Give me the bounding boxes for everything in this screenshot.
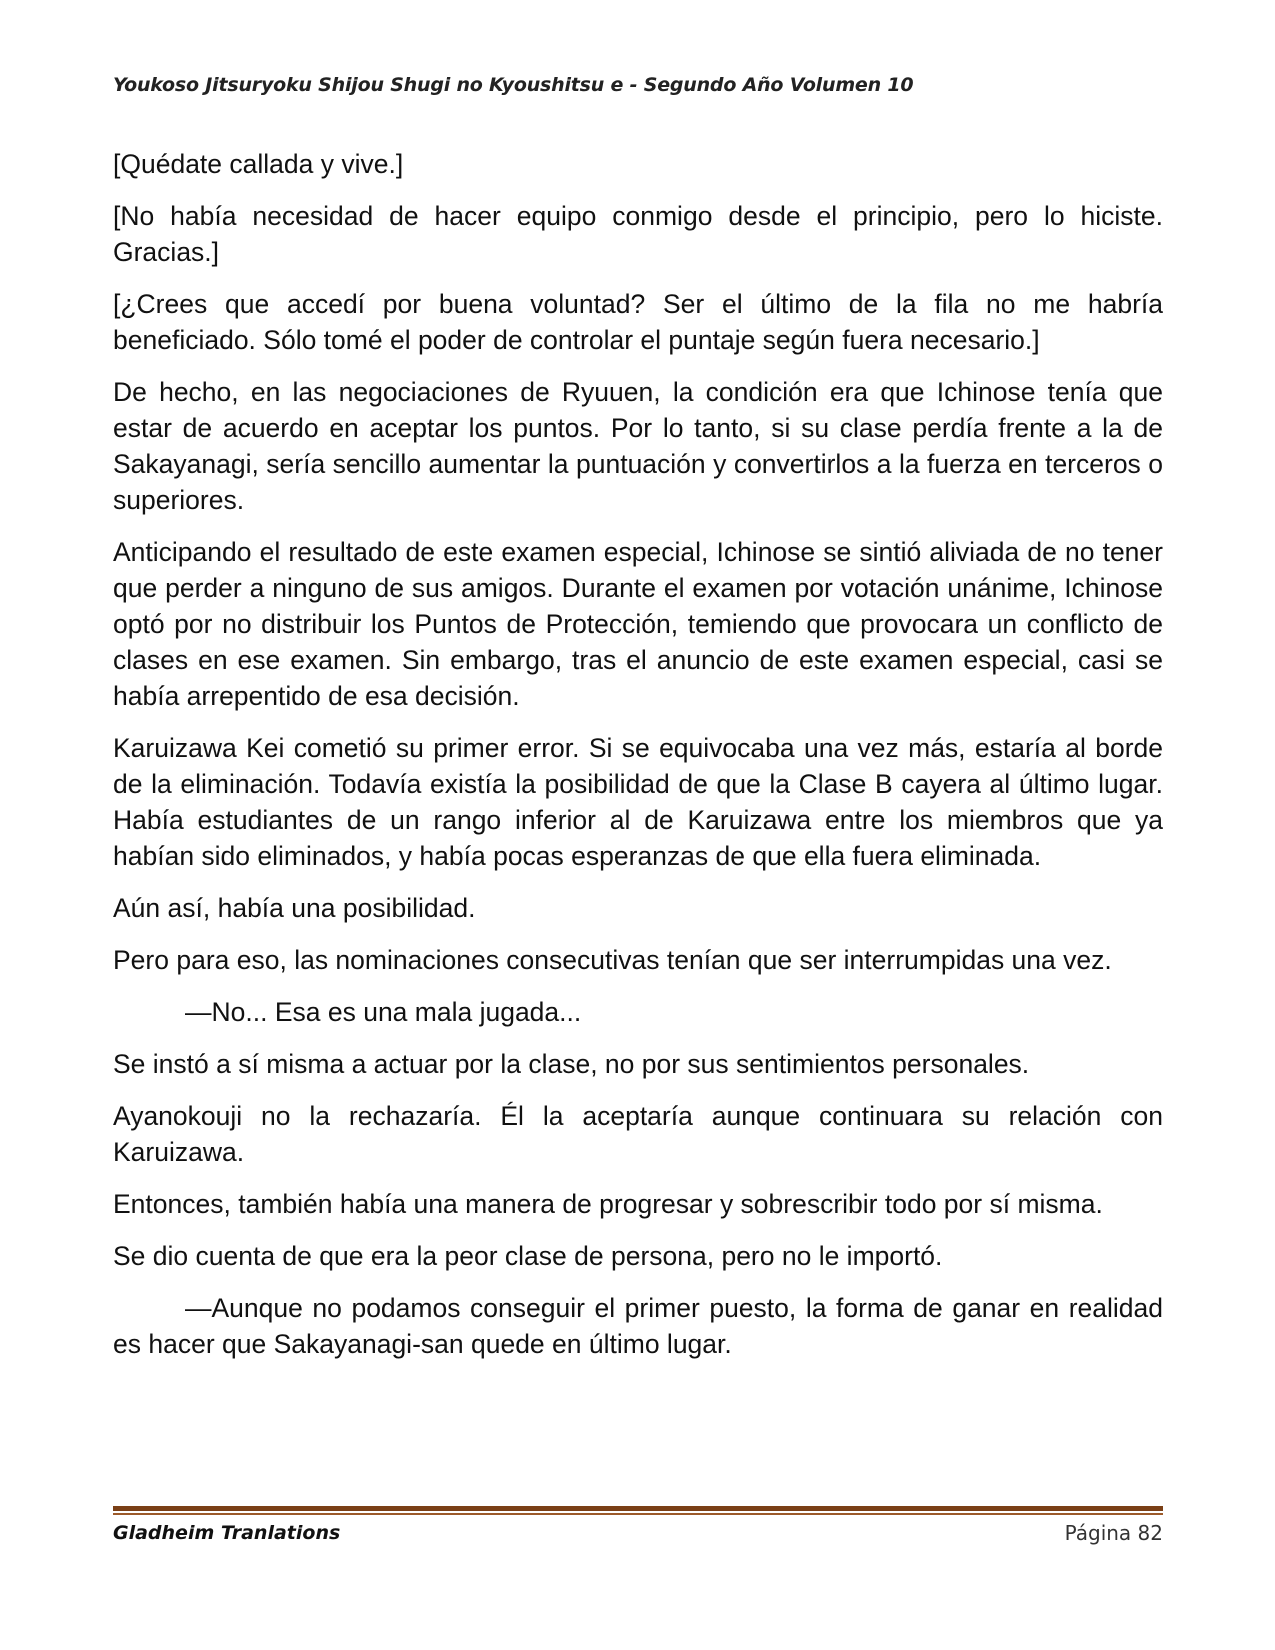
running-header: Youkoso Jitsuryoku Shijou Shugi no Kyoushitsu e - Segundo Año Volumen 10 [113,74,914,96]
paragraph: Pero para eso, las nominaciones consecutivas tenían que ser interrumpidas una vez. [113,945,1112,975]
paragraph: De hecho, en las negociaciones de Ryuuen, la condición era que Ichinose tenía que estar de acuerdo en aceptar los puntos. Por lo tanto, si su clase perdía frente a la de Sakayanagi, sería sencillo aumentar la puntuación y convertirlos a la fuerza en terceros o superiores. [113,377,1163,515]
paragraph: Karuizawa Kei cometió su primer error. Si se equivocaba una vez más, estaría al borde de la eliminación. Todavía existía la posibilidad de que la Clase B cayera al último lugar. Había estudiantes de un rango inferior al de Karuizawa entre los miembros que ya habían sido eliminados, y había pocas esperanzas de que ella fuera eliminada. [113,733,1163,871]
paragraph: [¿Crees que accedí por buena voluntad? Ser el último de la fila no me habría beneficiado. Sólo tomé el poder de controlar el puntaje según fuera necesario.] [113,289,1163,355]
paragraph: [Quédate callada y vive.] [113,149,404,179]
paragraph: Aún así, había una posibilidad. [113,893,476,923]
paragraph: Anticipando el resultado de este examen especial, Ichinose se sintió aliviada de no tener que perder a ninguno de sus amigos. Durante el examen por votación unánime, Ichinose optó por no distribuir los Puntos de Protección, temiendo que provocara un conflicto de clases en ese examen. Sin embargo, tras el anuncio de este examen especial, casi se había arrepentido de esa decisión. [113,537,1163,711]
body-text [113,146,1163,1378]
dialogue-paragraph: —No... Esa es una mala jugada... [185,997,582,1027]
paragraph: Entonces, también había una manera de progresar y sobrescribir todo por sí misma. [113,1189,1103,1219]
footer-translator: Gladheim Tranlations [113,1522,341,1544]
footer-divider-thin [113,1513,1163,1515]
paragraph: [No había necesidad de hacer equipo conmigo desde el principio, pero lo hiciste. Gracias.] [113,201,1163,267]
footer-divider-thick [113,1506,1163,1511]
paragraph: Se dio cuenta de que era la peor clase de persona, pero no le importó. [113,1241,943,1271]
page-number: Página 82 [1064,1521,1163,1545]
dialogue-paragraph: —Aunque no podamos conseguir el primer puesto, la forma de ganar en realidad es hacer que Sakayanagi-san quede en último lugar. [113,1293,1163,1359]
paragraph: Ayanokouji no la rechazaría. Él la aceptaría aunque continuara su relación con Karuizawa. [113,1101,1163,1167]
paragraph: Se instó a sí misma a actuar por la clase, no por sus sentimientos personales. [113,1049,1030,1079]
